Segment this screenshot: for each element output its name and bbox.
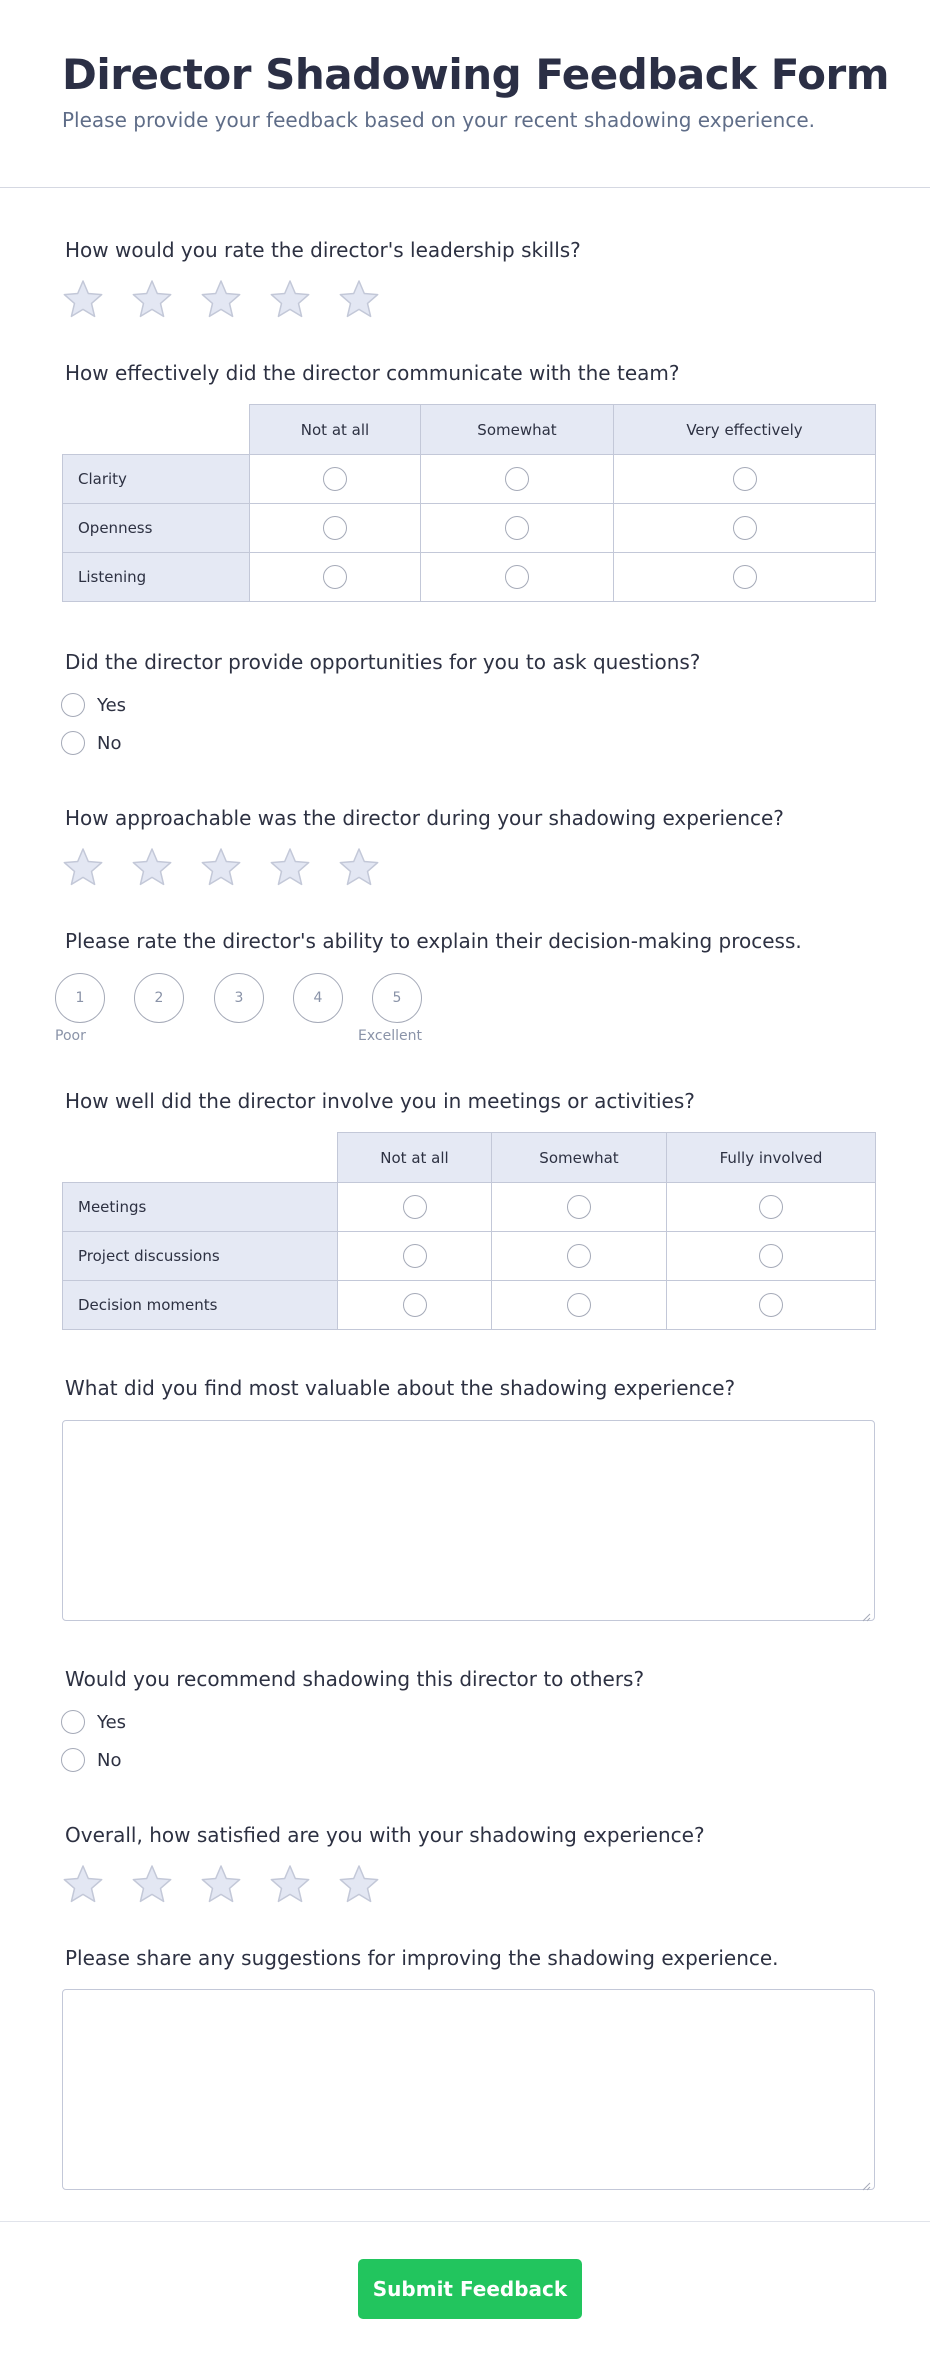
option-yes[interactable] [61,1708,126,1736]
star-icon[interactable] [268,278,312,322]
matrix-cell [492,1232,667,1281]
radio-button[interactable] [759,1195,783,1219]
question-recommend-label: Would you recommend shadowing this director to others? [65,1667,645,1691]
scale-option-3[interactable]: 3 [214,973,264,1023]
matrix-cell [338,1183,492,1232]
star-icon[interactable] [337,1863,381,1907]
radio-button[interactable] [323,565,347,589]
radio-button[interactable] [323,467,347,491]
column-header: Somewhat [492,1133,667,1183]
radio-button[interactable] [61,693,85,717]
suggestions-textarea[interactable] [62,1989,875,2190]
radio-button[interactable] [403,1195,427,1219]
column-header: Not at all [250,405,421,455]
matrix-row [63,553,876,602]
matrix-row [63,504,876,553]
scale-min-label: Poor [55,1028,86,1044]
question-ask-questions-label: Did the director provide opportunities for you to ask questions? [65,650,701,674]
radio-button[interactable] [733,467,757,491]
row-label: Openness [63,504,250,553]
option-no[interactable] [61,1746,121,1774]
column-header: Fully involved [667,1133,876,1183]
matrix-cell [421,553,614,602]
radio-button[interactable] [403,1293,427,1317]
communication-matrix [62,404,876,602]
matrix-cell [614,553,876,602]
matrix-cell [338,1281,492,1330]
star-icon[interactable] [61,1863,105,1907]
satisfaction-rating [61,1863,406,1907]
matrix-cell [421,455,614,504]
star-icon[interactable] [199,1863,243,1907]
star-icon[interactable] [199,846,243,890]
option-label: Yes [97,1711,127,1733]
radio-button[interactable] [733,516,757,540]
matrix-cell [614,504,876,553]
radio-button[interactable] [759,1244,783,1268]
matrix-cell [421,504,614,553]
radio-button[interactable] [403,1244,427,1268]
matrix-cell [338,1232,492,1281]
involvement-matrix [62,1132,876,1330]
radio-button[interactable] [733,565,757,589]
scale-option-1[interactable]: 1 [55,973,105,1023]
radio-button[interactable] [61,731,85,755]
row-label: Listening [63,553,250,602]
column-header: Somewhat [421,405,614,455]
star-icon[interactable] [61,278,105,322]
matrix-cell [614,455,876,504]
matrix-corner [63,405,250,455]
matrix-cell [250,504,421,553]
row-label: Decision moments [63,1281,338,1330]
matrix-cell [667,1183,876,1232]
resize-grip-icon[interactable] [861,2176,871,2186]
matrix-cell [250,455,421,504]
leadership-rating [61,278,406,322]
star-icon[interactable] [199,278,243,322]
matrix-corner [63,1133,338,1183]
scale-option-5[interactable]: 5 [372,973,422,1023]
question-valuable-label: What did you find most valuable about the shadowing experience? [65,1376,736,1400]
star-icon[interactable] [337,846,381,890]
column-header: Very effectively [614,405,876,455]
question-suggestions-label: Please share any suggestions for improving the shadowing experience. [65,1946,779,1970]
question-satisfaction-label: Overall, how satisfied are you with your shadowing experience? [65,1823,705,1847]
matrix-cell [667,1232,876,1281]
question-approachable-label: How approachable was the director during your shadowing experience? [65,806,784,830]
question-decision-label: Please rate the director's ability to explain their decision-making process. [65,929,802,953]
radio-button[interactable] [505,565,529,589]
star-icon[interactable] [337,278,381,322]
question-communication-label: How effectively did the director communicate with the team? [65,361,680,385]
matrix-row [63,1183,876,1232]
star-icon[interactable] [130,846,174,890]
radio-button[interactable] [505,467,529,491]
matrix-row [63,455,876,504]
row-label: Project discussions [63,1232,338,1281]
submit-button[interactable]: Submit Feedback [358,2259,582,2319]
option-label: No [97,732,122,754]
option-label: Yes [97,694,127,716]
star-icon[interactable] [61,846,105,890]
matrix-cell [492,1281,667,1330]
radio-button[interactable] [61,1710,85,1734]
matrix-cell [492,1183,667,1232]
footer-divider [0,2221,930,2222]
radio-button[interactable] [323,516,347,540]
column-header: Not at all [338,1133,492,1183]
question-involvement-label: How well did the director involve you in meetings or activities? [65,1089,695,1113]
star-icon[interactable] [268,846,312,890]
radio-button[interactable] [567,1244,591,1268]
matrix-row [63,1281,876,1330]
resize-grip-icon[interactable] [861,1607,871,1617]
form-header [0,0,930,188]
matrix-row [63,1232,876,1281]
question-leadership-label: How would you rate the director's leadership skills? [65,238,581,262]
approachable-rating [61,846,406,890]
row-label: Meetings [63,1183,338,1232]
page-subtitle: Please provide your feedback based on your recent shadowing experience. [62,108,816,132]
radio-button[interactable] [567,1195,591,1219]
row-label: Clarity [63,455,250,504]
matrix-cell [250,553,421,602]
option-no[interactable] [61,729,121,757]
scale-max-label: Excellent [358,1028,422,1044]
star-icon[interactable] [130,1863,174,1907]
matrix-cell [667,1281,876,1330]
scale-option-4[interactable]: 4 [293,973,343,1023]
radio-button[interactable] [567,1293,591,1317]
page-title: Director Shadowing Feedback Form [62,50,890,99]
scale-option-2[interactable]: 2 [134,973,184,1023]
option-label: No [97,1749,122,1771]
star-icon[interactable] [130,278,174,322]
radio-button[interactable] [61,1748,85,1772]
option-yes[interactable] [61,691,126,719]
valuable-textarea[interactable] [62,1420,875,1621]
radio-button[interactable] [505,516,529,540]
star-icon[interactable] [268,1863,312,1907]
radio-button[interactable] [759,1293,783,1317]
